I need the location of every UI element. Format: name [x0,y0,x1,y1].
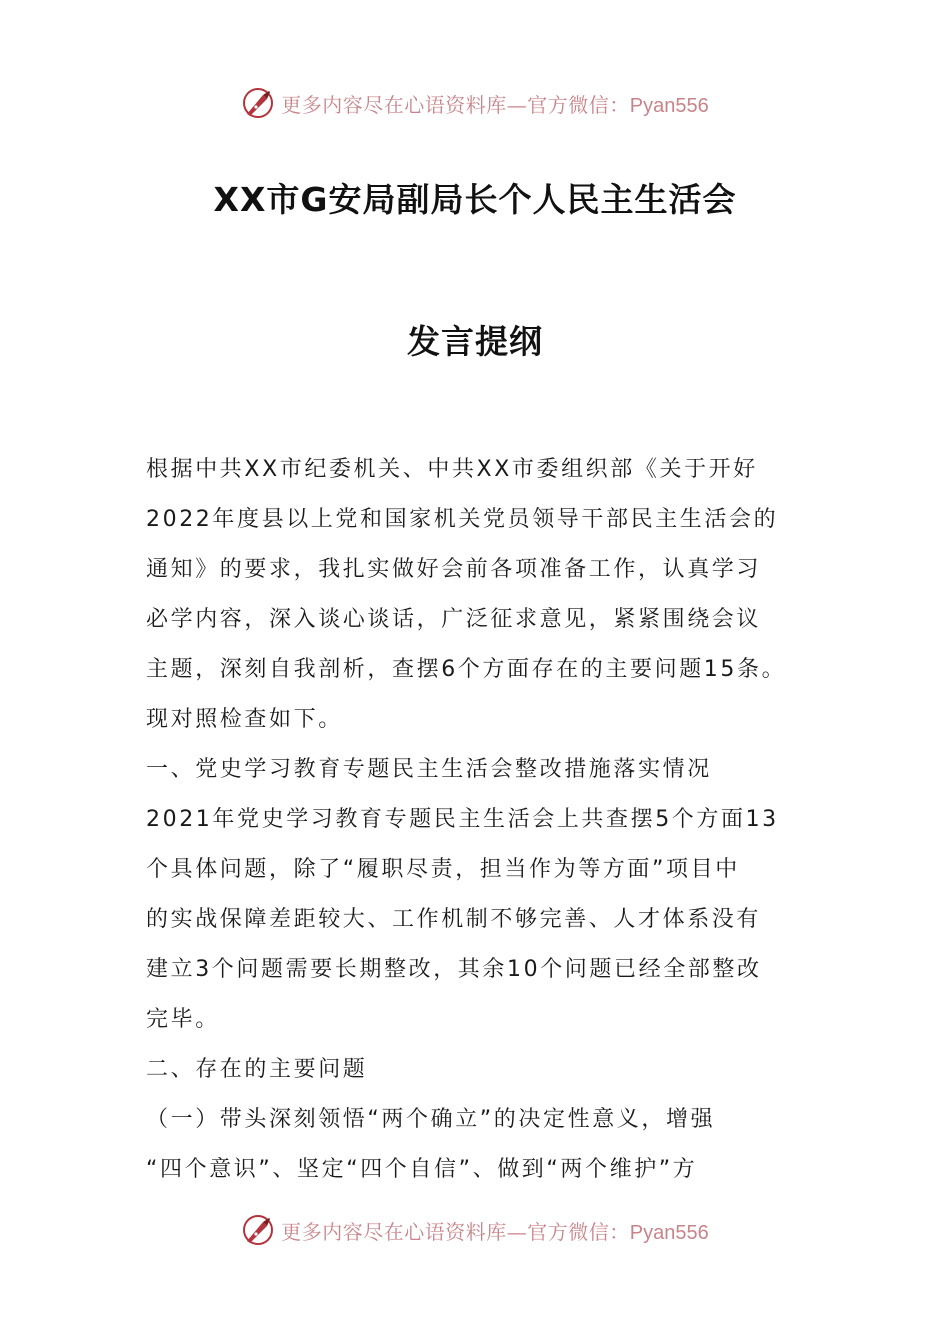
body-line: 2022年度县以上党和国家机关党员领导干部民主生活会的 [146,507,779,532]
body-line: 必学内容，深入谈心谈话，广泛征求意见，紧紧围绕会议 [146,607,762,632]
section-heading: 一、党史学习教育专题民主生活会整改措施落实情况 [146,757,712,782]
body-line: “四个意识”、坚定“四个自信”、做到“两个维护”方 [146,1157,698,1182]
body-line: 现对照检查如下。 [146,707,343,732]
body-line: 完毕。 [146,1007,220,1032]
body-line: 建立3个问题需要长期整改，其余10个问题已经全部整改 [146,957,762,982]
body-line: 主题，深刻自我剖析，查摆6个方面存在的主要问题15条。 [146,657,787,682]
body-line: 个具体问题，除了“履职尽责，担当作为等方面”项目中 [146,857,740,882]
footer-watermark [0,1210,950,1250]
subsection-heading: （一）带头深刻领悟“两个确立”的决定性意义，增强 [146,1107,716,1132]
document-title-line1: XX市G安局副局长个人民主生活会 [213,180,737,219]
document-title-line2: 发言提纲 [407,322,543,361]
body-line: 通知》的要求，我扎实做好会前各项准备工作，认真学习 [146,557,762,582]
body-line: 2021年党史学习教育专题民主生活会上共查摆5个方面13 [146,807,779,832]
section-heading: 二、存在的主要问题 [146,1057,368,1082]
wechat-id: Pyan556 [629,94,709,117]
pen-nib-logo-icon [241,1213,275,1247]
body-line: 的实战保障差距较大、工作机制不够完善、人才体系没有 [146,907,762,932]
pen-nib-logo-icon [241,86,275,120]
wechat-id: Pyan556 [629,1221,709,1244]
watermark-text: 更多内容尽在心语资料库—官方微信：Pyan556 [281,1219,709,1244]
header-watermark [0,83,950,123]
document-body [146,445,811,1195]
watermark-text: 更多内容尽在心语资料库—官方微信：Pyan556 [281,92,709,117]
body-line: 根据中共XX市纪委机关、中共XX市委组织部《关于开好 [146,457,758,482]
